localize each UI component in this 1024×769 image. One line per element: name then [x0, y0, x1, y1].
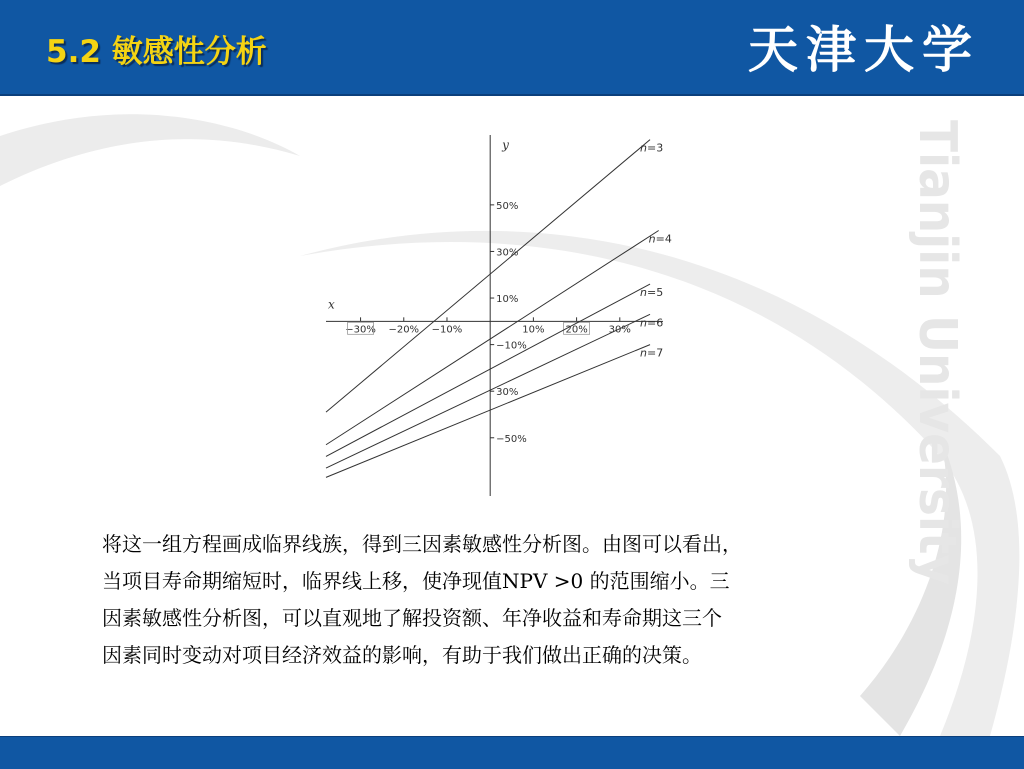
- watermark-text: Tianjin University: [907, 120, 967, 636]
- x-tick-label: 30%: [608, 324, 631, 336]
- series-label: n=6: [640, 316, 664, 330]
- x-axis-label: x: [328, 297, 335, 312]
- slide-title: 5.2 敏感性分析: [46, 34, 267, 70]
- series-line: [326, 140, 650, 412]
- caption-line: 将这一组方程画成临界线族，得到三因素敏感性分析图。由图可以看出，: [102, 532, 742, 556]
- y-tick-label: 10%: [496, 294, 519, 306]
- y-tick-label: 30%: [496, 247, 519, 259]
- series-line: [326, 314, 650, 468]
- series-line: [326, 230, 659, 444]
- series-line: [326, 284, 650, 456]
- y-axis-label: y: [502, 138, 509, 152]
- caption-text: [102, 526, 922, 674]
- x-tick-label: −20%: [388, 324, 420, 336]
- footer-bar: [0, 736, 1024, 769]
- caption-line: 因素同时变动对项目经济效益的影响，有助于我们做出正确的决策。: [102, 643, 702, 667]
- y-tick-label: −50%: [496, 433, 527, 445]
- series-line: [326, 345, 650, 478]
- y-tick-label: 30%: [496, 387, 519, 399]
- x-tick-label: −30%: [345, 324, 376, 336]
- caption-line: 因素敏感性分析图，可以直观地了解投资额、年净收益和寿命期这三个: [102, 606, 722, 630]
- university-logo: 天津大学: [748, 20, 980, 79]
- series-label: n=4: [648, 232, 672, 246]
- y-tick-label: 50%: [496, 200, 519, 212]
- y-tick-label: −10%: [496, 340, 527, 352]
- header-bar: [0, 0, 1024, 96]
- watermark: [880, 120, 967, 636]
- sensitivity-chart: [318, 130, 690, 500]
- series-label: n=5: [640, 286, 664, 300]
- x-tick-label: 10%: [522, 324, 545, 336]
- series-label: n=3: [640, 141, 664, 155]
- series-label: n=7: [640, 346, 664, 360]
- caption-line: 当项目寿命期缩短时，临界线上移，使净现值NPV >0 的范围缩小。三: [102, 569, 730, 593]
- x-tick-label: 20%: [565, 324, 588, 336]
- x-tick-label: −10%: [431, 324, 463, 336]
